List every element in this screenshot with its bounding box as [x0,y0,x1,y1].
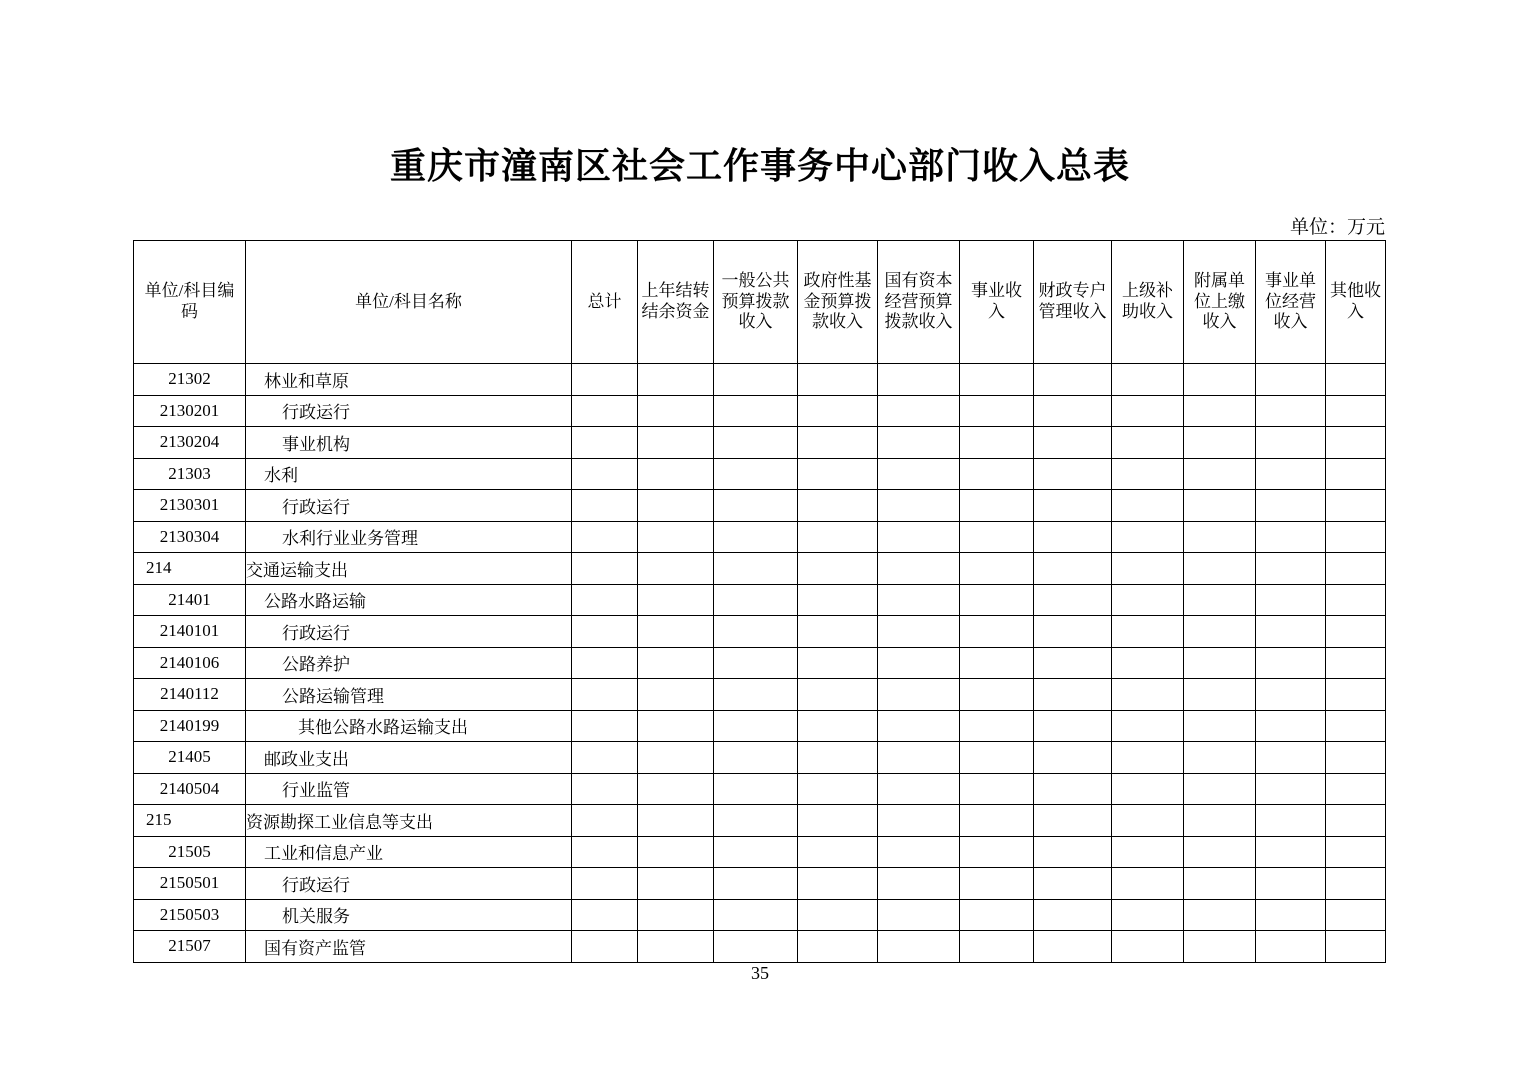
cell-value [1034,836,1112,868]
cell-value [572,553,638,585]
cell-value [798,584,878,616]
cell-value [638,490,714,522]
cell-value [572,679,638,711]
cell-code: 215 [134,805,246,837]
cell-value [1112,931,1184,963]
cell-name: 国有资产监管 [246,931,572,963]
cell-value [1034,584,1112,616]
cell-value [1034,899,1112,931]
cell-value [714,710,798,742]
cell-value [1184,773,1256,805]
cell-value [1256,616,1326,648]
cell-value [960,710,1034,742]
cell-name: 行业监管 [246,773,572,805]
cell-value [572,521,638,553]
cell-value [798,490,878,522]
cell-value [1184,553,1256,585]
cell-code: 21405 [134,742,246,774]
cell-value [638,773,714,805]
cell-value [1326,427,1386,459]
cell-value [1112,899,1184,931]
cell-value [572,364,638,396]
cell-name: 林业和草原 [246,364,572,396]
cell-value [638,647,714,679]
cell-code: 2130301 [134,490,246,522]
cell-value [1256,458,1326,490]
table-row [134,553,1386,585]
cell-value [1034,931,1112,963]
cell-value [1112,710,1184,742]
cell-value [878,490,960,522]
cell-value [1112,490,1184,522]
cell-value [1034,364,1112,396]
cell-value [1112,836,1184,868]
cell-code: 214 [134,553,246,585]
cell-value [1184,616,1256,648]
cell-value [572,490,638,522]
cell-name: 公路水路运输 [246,584,572,616]
cell-value [878,742,960,774]
cell-value [1184,458,1256,490]
cell-value [1326,742,1386,774]
cell-value [798,805,878,837]
cell-value [1112,395,1184,427]
cell-code: 2140112 [134,679,246,711]
cell-value [714,458,798,490]
cell-value [798,647,878,679]
cell-code: 21505 [134,836,246,868]
cell-value [1034,490,1112,522]
cell-value [1034,395,1112,427]
cell-value [878,931,960,963]
cell-name: 邮政业支出 [246,742,572,774]
column-header-other-income: 其他收入 [1326,241,1386,364]
cell-value [572,584,638,616]
cell-value [1256,521,1326,553]
cell-value [638,364,714,396]
cell-value [798,773,878,805]
cell-value [798,521,878,553]
cell-value [1112,773,1184,805]
cell-value [798,836,878,868]
cell-value [1034,458,1112,490]
table-row [134,458,1386,490]
table-row [134,395,1386,427]
cell-value [960,553,1034,585]
cell-value [1184,647,1256,679]
cell-value [1184,710,1256,742]
cell-value [572,742,638,774]
cell-value [1112,742,1184,774]
column-header-superior-subsidy: 上级补助收入 [1112,241,1184,364]
cell-value [1256,364,1326,396]
table-row [134,679,1386,711]
table-row [134,742,1386,774]
cell-value [878,679,960,711]
cell-value [960,490,1034,522]
cell-value [714,395,798,427]
cell-value [638,742,714,774]
cell-value [1256,647,1326,679]
cell-value [572,868,638,900]
column-header-code: 单位/科目编码 [134,241,246,364]
cell-value [1326,395,1386,427]
cell-value [572,773,638,805]
table-row [134,710,1386,742]
cell-value [1184,427,1256,459]
cell-value [1112,679,1184,711]
cell-value [1256,490,1326,522]
cell-value [638,458,714,490]
cell-name: 行政运行 [246,616,572,648]
cell-name: 行政运行 [246,490,572,522]
cell-value [960,616,1034,648]
cell-value [960,899,1034,931]
column-header-gov-fund-budget: 政府性基金预算拨款收入 [798,241,878,364]
cell-value [1112,553,1184,585]
department-income-table [133,240,1386,963]
cell-value [572,805,638,837]
cell-value [638,584,714,616]
cell-name: 水利行业业务管理 [246,521,572,553]
cell-code: 2150501 [134,868,246,900]
cell-value [714,553,798,585]
cell-value [1326,805,1386,837]
cell-value [960,931,1034,963]
cell-value [638,395,714,427]
cell-value [1034,710,1112,742]
cell-value [714,868,798,900]
cell-value [1034,553,1112,585]
cell-value [960,584,1034,616]
cell-value [1184,364,1256,396]
cell-value [1112,364,1184,396]
cell-code: 2140106 [134,647,246,679]
cell-name: 事业机构 [246,427,572,459]
column-header-fiscal-account-income: 财政专户管理收入 [1034,241,1112,364]
cell-value [878,836,960,868]
cell-value [714,742,798,774]
table-row [134,868,1386,900]
cell-value [1184,899,1256,931]
cell-value [1326,931,1386,963]
cell-value [1184,584,1256,616]
table-body [134,364,1386,963]
cell-value [960,395,1034,427]
cell-value [1184,805,1256,837]
cell-value [878,553,960,585]
cell-value [638,427,714,459]
cell-value [638,899,714,931]
cell-value [1034,805,1112,837]
cell-value [1326,679,1386,711]
cell-value [798,899,878,931]
cell-code: 2130304 [134,521,246,553]
column-header-name: 单位/科目名称 [246,241,572,364]
cell-value [798,553,878,585]
cell-value [1112,805,1184,837]
cell-value [572,458,638,490]
cell-value [638,931,714,963]
cell-value [878,395,960,427]
table-row [134,427,1386,459]
cell-value [572,616,638,648]
cell-value [1034,679,1112,711]
cell-value [572,647,638,679]
cell-value [1034,742,1112,774]
cell-value [1112,584,1184,616]
cell-value [960,427,1034,459]
cell-value [638,679,714,711]
cell-value [1256,742,1326,774]
cell-value [1256,931,1326,963]
cell-value [1256,773,1326,805]
table-row [134,647,1386,679]
cell-value [1184,931,1256,963]
cell-value [878,647,960,679]
cell-value [960,868,1034,900]
table-row [134,364,1386,396]
cell-value [638,868,714,900]
cell-value [1184,836,1256,868]
table-header-row [134,241,1386,364]
cell-value [714,773,798,805]
cell-code: 21303 [134,458,246,490]
cell-value [798,710,878,742]
cell-value [638,553,714,585]
cell-value [1256,395,1326,427]
cell-value [572,427,638,459]
cell-value [798,868,878,900]
table-row [134,773,1386,805]
cell-value [1256,899,1326,931]
cell-value [1326,490,1386,522]
column-header-general-public-budget: 一般公共预算拨款收入 [714,241,798,364]
cell-value [1326,584,1386,616]
cell-code: 2140101 [134,616,246,648]
cell-value [1256,553,1326,585]
cell-code: 2140504 [134,773,246,805]
cell-value [960,836,1034,868]
column-header-state-capital-budget: 国有资本经营预算拨款收入 [878,241,960,364]
table-row [134,490,1386,522]
cell-value [798,616,878,648]
cell-name: 交通运输支出 [246,553,572,585]
cell-value [714,584,798,616]
cell-value [572,710,638,742]
cell-value [572,931,638,963]
cell-value [1034,616,1112,648]
cell-value [572,836,638,868]
cell-value [1256,710,1326,742]
cell-value [1034,868,1112,900]
table-row [134,521,1386,553]
cell-value [1112,616,1184,648]
cell-value [1326,899,1386,931]
unit-note: 单位：万元 [1289,217,1385,238]
cell-value [638,836,714,868]
cell-name: 水利 [246,458,572,490]
cell-value [798,458,878,490]
cell-value [714,679,798,711]
cell-value [960,647,1034,679]
cell-value [1184,490,1256,522]
cell-code: 21401 [134,584,246,616]
cell-value [1326,616,1386,648]
column-header-subordinate-remittance: 附属单位上缴收入 [1184,241,1256,364]
table-row [134,584,1386,616]
cell-value [878,364,960,396]
cell-value [1112,868,1184,900]
table-row [134,616,1386,648]
cell-name: 公路养护 [246,647,572,679]
cell-value [714,616,798,648]
page-title: 重庆市潼南区社会工作事务中心部门收入总表 [389,145,1130,187]
cell-value [1326,553,1386,585]
cell-name: 公路运输管理 [246,679,572,711]
cell-value [960,773,1034,805]
cell-value [1326,521,1386,553]
cell-value [960,364,1034,396]
cell-value [1184,742,1256,774]
cell-name: 机关服务 [246,899,572,931]
column-header-carryover: 上年结转结余资金 [638,241,714,364]
cell-value [960,742,1034,774]
cell-value [878,773,960,805]
cell-value [960,805,1034,837]
cell-value [798,679,878,711]
cell-name: 行政运行 [246,395,572,427]
cell-value [1326,868,1386,900]
cell-value [714,805,798,837]
cell-value [878,616,960,648]
cell-value [960,521,1034,553]
cell-value [638,616,714,648]
cell-value [1184,521,1256,553]
cell-value [1326,773,1386,805]
cell-value [960,679,1034,711]
cell-value [798,427,878,459]
cell-value [1326,364,1386,396]
cell-value [878,584,960,616]
cell-value [798,931,878,963]
cell-value [798,742,878,774]
cell-value [798,364,878,396]
cell-value [878,805,960,837]
cell-value [1256,868,1326,900]
cell-value [1112,521,1184,553]
cell-code: 21507 [134,931,246,963]
cell-value [638,805,714,837]
cell-name: 工业和信息产业 [246,836,572,868]
cell-code: 2140199 [134,710,246,742]
cell-value [1112,647,1184,679]
cell-value [1184,395,1256,427]
cell-name: 行政运行 [246,868,572,900]
cell-value [1256,805,1326,837]
column-header-total: 总计 [572,241,638,364]
cell-code: 2130204 [134,427,246,459]
cell-value [714,647,798,679]
cell-value [878,710,960,742]
cell-value [1326,458,1386,490]
cell-name: 其他公路水路运输支出 [246,710,572,742]
cell-value [714,836,798,868]
cell-code: 2130201 [134,395,246,427]
cell-value [1112,458,1184,490]
cell-value [1184,679,1256,711]
cell-value [1034,521,1112,553]
cell-value [638,521,714,553]
cell-value [572,395,638,427]
cell-value [1326,836,1386,868]
cell-name: 资源勘探工业信息等支出 [246,805,572,837]
cell-value [1326,647,1386,679]
column-header-operating-income: 事业单位经营收入 [1256,241,1326,364]
cell-code: 2150503 [134,899,246,931]
table-row [134,931,1386,963]
cell-value [714,490,798,522]
cell-value [1184,868,1256,900]
cell-value [714,364,798,396]
cell-value [1256,836,1326,868]
table-row [134,836,1386,868]
table-row [134,805,1386,837]
cell-value [798,395,878,427]
page-number: 35 [751,963,769,983]
cell-value [572,899,638,931]
cell-value [1256,679,1326,711]
column-header-business-income: 事业收入 [960,241,1034,364]
cell-value [714,931,798,963]
cell-value [714,899,798,931]
cell-value [878,458,960,490]
cell-value [878,868,960,900]
cell-value [1112,427,1184,459]
cell-value [1256,584,1326,616]
cell-value [1034,773,1112,805]
cell-value [1256,427,1326,459]
cell-value [878,427,960,459]
cell-code: 21302 [134,364,246,396]
cell-value [1326,710,1386,742]
cell-value [1034,647,1112,679]
cell-value [960,458,1034,490]
cell-value [714,427,798,459]
cell-value [878,521,960,553]
cell-value [1034,427,1112,459]
cell-value [878,899,960,931]
table-row [134,899,1386,931]
cell-value [714,521,798,553]
cell-value [638,710,714,742]
